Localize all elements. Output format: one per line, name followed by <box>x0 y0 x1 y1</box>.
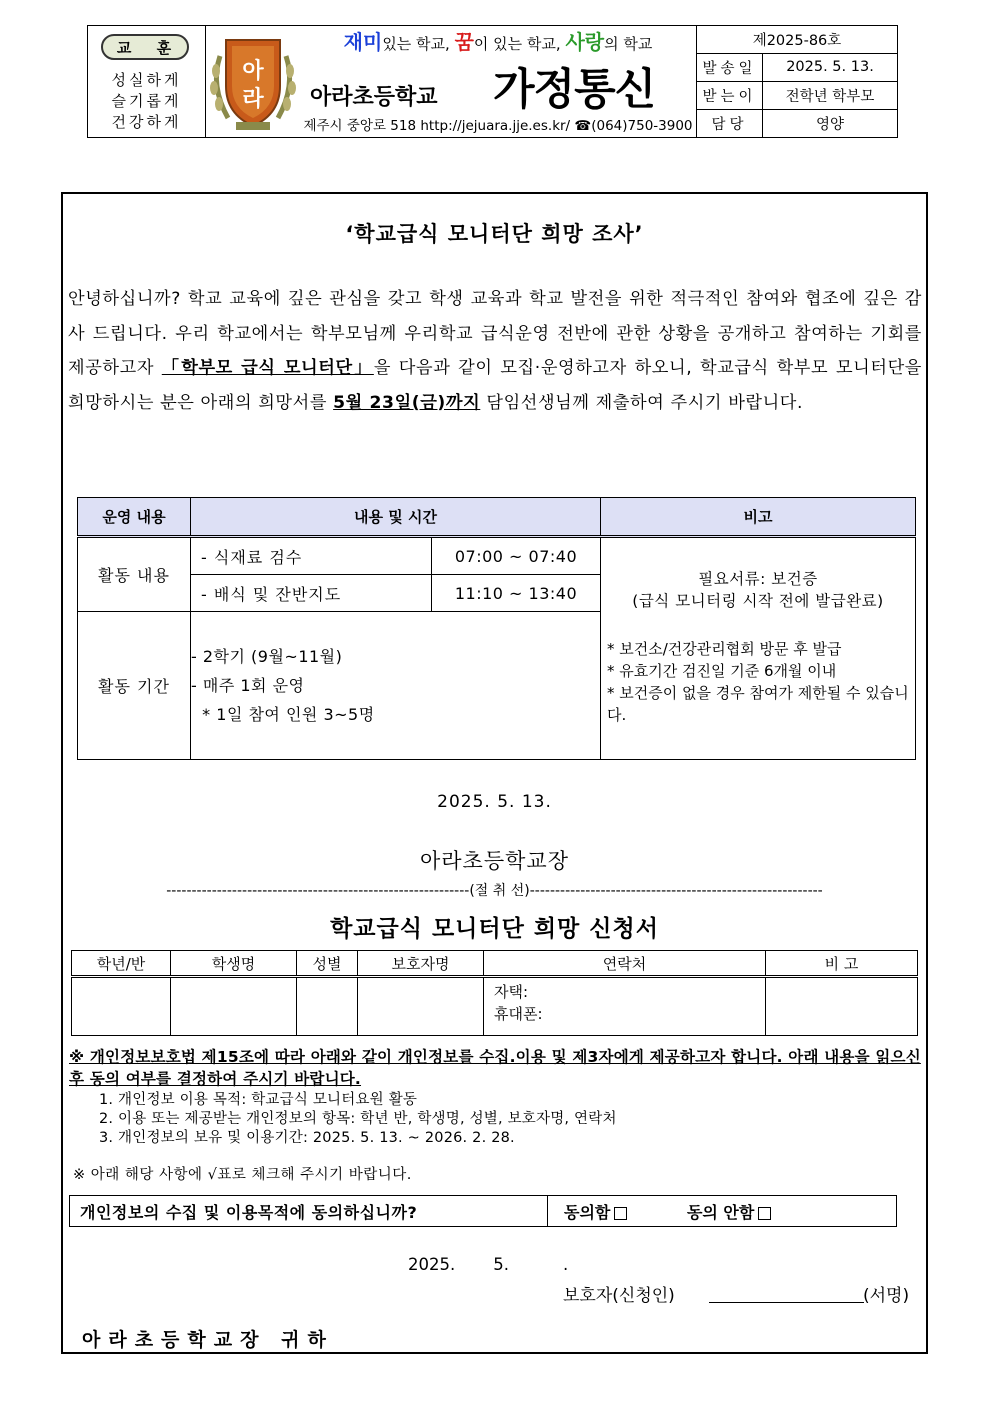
date-month: 5. <box>493 1255 509 1274</box>
student-name-field[interactable] <box>171 977 297 1036</box>
motto-badge: 교 훈 <box>101 34 189 60</box>
addressee: 아라초등학교장 귀하 <box>82 1329 334 1351</box>
newsletter-header <box>87 25 898 138</box>
mobile-phone-label: 휴대폰: <box>494 1005 543 1023</box>
remark-note: * 보건소/건강관리협회 방문 후 발급 <box>607 640 842 658</box>
notice-signatory: 아라초등학교장 <box>419 849 569 873</box>
consent-table <box>69 1195 897 1227</box>
notice-intro <box>68 282 922 420</box>
agree-option[interactable] <box>564 1203 627 1222</box>
activity-name: - 배식 및 잔반지도 <box>191 575 432 612</box>
grade-class-field[interactable] <box>72 977 171 1036</box>
cut-line: ------------------------------------------------------------(절 취 선)---------------------------------------------------------- <box>166 883 823 899</box>
meta-key: 받는이 <box>697 81 763 109</box>
remarks-field[interactable] <box>766 977 918 1036</box>
period-cell <box>191 612 601 760</box>
school-slogan <box>300 26 696 55</box>
activity-name: - 식재료 검수 <box>191 537 432 575</box>
notice-date: 2025. 5. 13. <box>437 792 552 812</box>
agree-checkbox[interactable] <box>614 1207 627 1220</box>
school-logo <box>206 26 300 137</box>
remark-note: * 보건증이 없을 경우 참여가 제한될 수 있습니다. <box>607 684 909 724</box>
date-year: 2025. <box>408 1255 456 1274</box>
form-header: 학생명 <box>171 951 297 977</box>
check-instruction: ※ 아래 해당 사항에 √표로 체크해 주시기 바랍니다. <box>73 1167 412 1183</box>
slogan-word-love: 사랑 <box>565 30 605 54</box>
motto-line: 성실하게 <box>111 71 182 89</box>
form-header: 학년/반 <box>72 951 171 977</box>
table-header: 비고 <box>601 498 916 537</box>
disagree-checkbox[interactable] <box>758 1207 771 1220</box>
guardian-name-field[interactable] <box>358 977 484 1036</box>
meta-value: 2025. 5. 13. <box>763 53 898 81</box>
period-line: * 1일 참여 인원 3~5명 <box>191 705 375 724</box>
svg-text:아: 아 <box>242 59 264 84</box>
newsletter-name: 가정통신 <box>493 65 656 115</box>
motto-line: 슬기롭게 <box>111 92 182 110</box>
period-line: - 2학기 (9월~11월) <box>191 647 343 666</box>
activity-time: 07:00 ~ 07:40 <box>432 537 601 575</box>
form-header: 비 고 <box>766 951 918 977</box>
signature-line[interactable] <box>709 1302 864 1303</box>
consent-question: 개인정보의 수집 및 이용목적에 동의하십니까? <box>70 1196 548 1227</box>
agree-label: 동의함 <box>564 1202 611 1222</box>
form-header: 보호자명 <box>358 951 484 977</box>
consent-options <box>548 1196 897 1227</box>
school-address: 제주시 중앙로 518 http://jejuara.jje.es.kr/ ☎(064)750-3900 <box>303 118 693 134</box>
remarks-cell <box>601 537 916 760</box>
activity-label: 활동 내용 <box>78 537 191 612</box>
form-header: 성별 <box>297 951 358 977</box>
school-name: 아라초등학교 <box>310 85 438 110</box>
date-day: . <box>563 1255 569 1274</box>
intro-text: 담임선생님께 제출하여 주시기 바랍니다. <box>480 392 804 413</box>
slogan-text: 의 학교 <box>604 35 653 53</box>
home-phone-label: 자택: <box>494 983 529 1001</box>
intro-text: 을 다음과 같이 모집·운영하고자 하오니, 학교급식 학부모 모니터단을 희망하시는 분은 아래의 희망서를 <box>68 358 922 413</box>
privacy-items <box>99 1091 617 1148</box>
school-emblem-icon <box>206 26 300 136</box>
required-document-note: (급식 모니터링 시작 전에 발급완료) <box>632 592 884 610</box>
form-header: 연락처 <box>484 951 766 977</box>
notice-body <box>61 192 928 1354</box>
slogan-text: 있는 학교, <box>382 35 455 53</box>
meta-key: 발송일 <box>697 53 763 81</box>
application-date <box>408 1255 568 1274</box>
issue-number: 제2025-86호 <box>697 26 897 53</box>
application-title: 학교급식 모니터단 희망 신청서 <box>330 916 659 942</box>
period-label: 활동 기간 <box>78 612 191 760</box>
meta-key: 담당 <box>697 110 763 137</box>
guardian-label: 보호자(신청인) <box>563 1286 675 1306</box>
slogan-text: 이 있는 학교, <box>473 35 566 53</box>
slogan-word-dream: 꿈 <box>454 30 474 54</box>
contact-field[interactable] <box>484 977 766 1036</box>
motto-line: 건강하게 <box>111 113 182 131</box>
privacy-notice: ※ 개인정보보호법 제15조에 따라 아래와 같이 개인정보를 수집.이용 및 제3자에게 제공하고자 합니다. 아래 내용을 읽으신 후 동의 여부를 결정하여 주시기 바랍니다. <box>69 1048 921 1088</box>
table-header: 내용 및 시간 <box>191 498 601 537</box>
table-header: 운영 내용 <box>78 498 191 537</box>
disagree-label: 동의 안함 <box>686 1202 755 1222</box>
privacy-item: 1. 개인정보 이용 목적: 학교급식 모니터요원 활동 <box>99 1092 418 1108</box>
privacy-item: 2. 이용 또는 제공받는 개인정보의 항목: 학년 반, 학생명, 성별, 보호자명, 연락처 <box>99 1111 617 1127</box>
notice-title: ‘학교급식 모니터단 희망 조사’ <box>345 222 644 246</box>
slogan-word-fun: 재미 <box>343 30 383 54</box>
intro-text: 안녕하십니까? 학교 교육에 깊은 관심을 갖고 학생 교육과 학교 발전을 위한 적극적인 참여와 협조에 깊은 감사 드립니다. 우리 학교에서는 학부모님께 우리학교 급식운영 전반에 관한 상황을 공개하고 참여하는 기회를 제공하고자 <box>68 289 922 378</box>
signature-label: (서명) <box>863 1286 910 1306</box>
operation-table <box>77 497 916 760</box>
svg-text:라: 라 <box>242 87 264 112</box>
meta-value: 전학년 학부모 <box>763 81 898 109</box>
required-document: 필요서류: 보건증 <box>698 570 818 588</box>
meta-value: 영양 <box>815 117 844 134</box>
newsletter-title-block <box>300 26 697 137</box>
privacy-item: 3. 개인정보의 보유 및 이용기간: 2025. 5. 13. ~ 2026. 2. 28. <box>99 1130 515 1146</box>
remark-note: * 유효기간 검진일 기준 6개월 이내 <box>607 662 837 680</box>
school-motto <box>88 26 206 137</box>
gender-field[interactable] <box>297 977 358 1036</box>
deadline-emphasis: 5월 23일(금)까지 <box>333 392 481 413</box>
disagree-option[interactable] <box>687 1203 771 1222</box>
motto-lines <box>88 70 205 133</box>
intro-emphasis: 「학부모 급식 모니터단」 <box>161 358 374 378</box>
period-line: - 매주 1회 운영 <box>191 676 305 695</box>
activity-time: 11:10 ~ 13:40 <box>432 575 601 612</box>
issue-meta <box>697 26 897 137</box>
application-table <box>71 950 918 1036</box>
